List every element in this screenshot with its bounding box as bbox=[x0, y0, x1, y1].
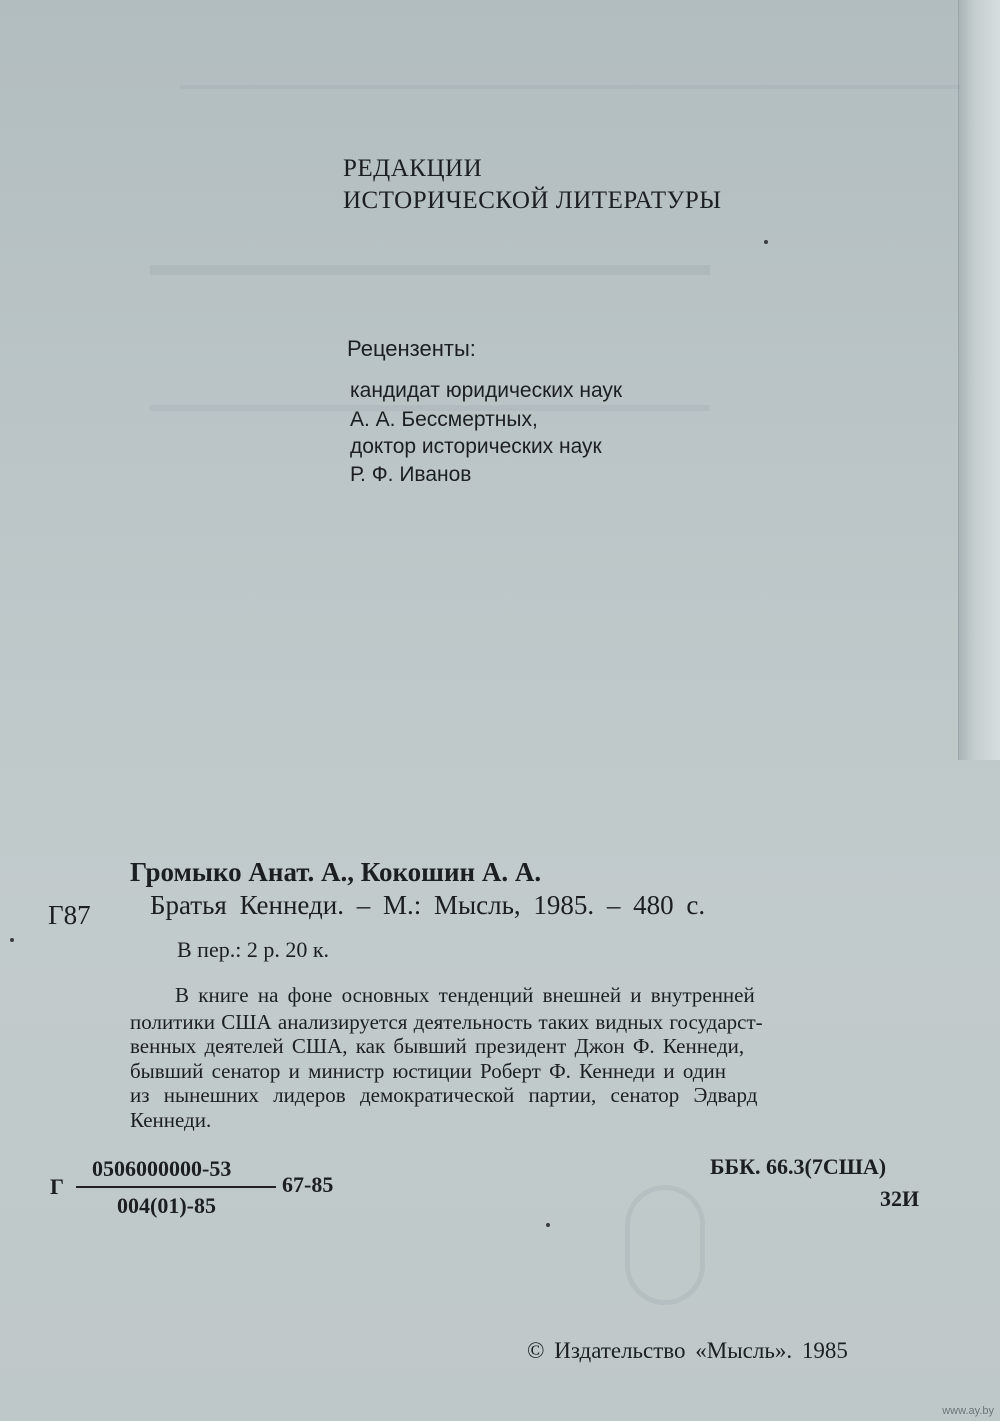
underlying-page-edge bbox=[958, 0, 1000, 760]
abstract-line: из нынешних лидеров демократической партии, сенатор Эдвард bbox=[130, 1083, 758, 1107]
udk-code: 32И bbox=[880, 1186, 920, 1211]
fraction-rule bbox=[76, 1186, 276, 1188]
catalog-price: В пер.: 2 р. 20 к. bbox=[177, 937, 330, 962]
abstract-line: Кеннеди. bbox=[130, 1108, 212, 1132]
reviewer-2-name: Р. Ф. Иванов bbox=[350, 463, 472, 486]
code-denominator: 004(01)-85 bbox=[117, 1193, 216, 1218]
catalog-index: Г87 bbox=[48, 900, 91, 930]
code-letter: Г bbox=[50, 1174, 64, 1199]
imprint-line-1: РЕДАКЦИИ bbox=[343, 155, 483, 182]
abstract-line: венных деятелей США, как бывший президент Джон Ф. Кеннеди, bbox=[130, 1034, 745, 1058]
show-through-shape bbox=[180, 0, 960, 89]
reviewers-heading: Рецензенты: bbox=[347, 336, 476, 361]
code-suffix: 67-85 bbox=[282, 1172, 334, 1197]
catalog-title-line: Братья Кеннеди. – М.: Мысль, 1985. – 480 с. bbox=[150, 890, 706, 920]
paper-speck bbox=[546, 1223, 550, 1227]
reviewer-1-title: кандидат юридических наук bbox=[350, 379, 623, 402]
abstract-line: политики США анализируется деятельность таких видных государст- bbox=[130, 1010, 763, 1034]
show-through-shape bbox=[625, 1185, 705, 1305]
catalog-authors: Громыко Анат. А., Кокошин А. А. bbox=[130, 857, 542, 887]
watermark-text: www.ay.by bbox=[942, 1405, 994, 1417]
paper-speck bbox=[764, 240, 768, 244]
abstract-line: В книге на фоне основных тенденций внешней и внутренней bbox=[175, 983, 755, 1007]
abstract-line: бывший сенатор и министр юстиции Роберт Ф. Кеннеди и один bbox=[130, 1059, 726, 1083]
code-numerator: 0506000000-53 bbox=[92, 1156, 232, 1181]
copyright-line: © Издательство «Мысль». 1985 bbox=[527, 1338, 848, 1363]
reviewer-1-name: А. А. Бессмертных, bbox=[350, 408, 538, 431]
bbk-code: ББК. 66.3(7США) bbox=[710, 1154, 887, 1179]
paper-speck bbox=[10, 938, 14, 942]
imprint-line-2: ИСТОРИЧЕСКОЙ ЛИТЕРАТУРЫ bbox=[343, 187, 722, 214]
reviewer-2-title: доктор исторических наук bbox=[350, 435, 602, 458]
